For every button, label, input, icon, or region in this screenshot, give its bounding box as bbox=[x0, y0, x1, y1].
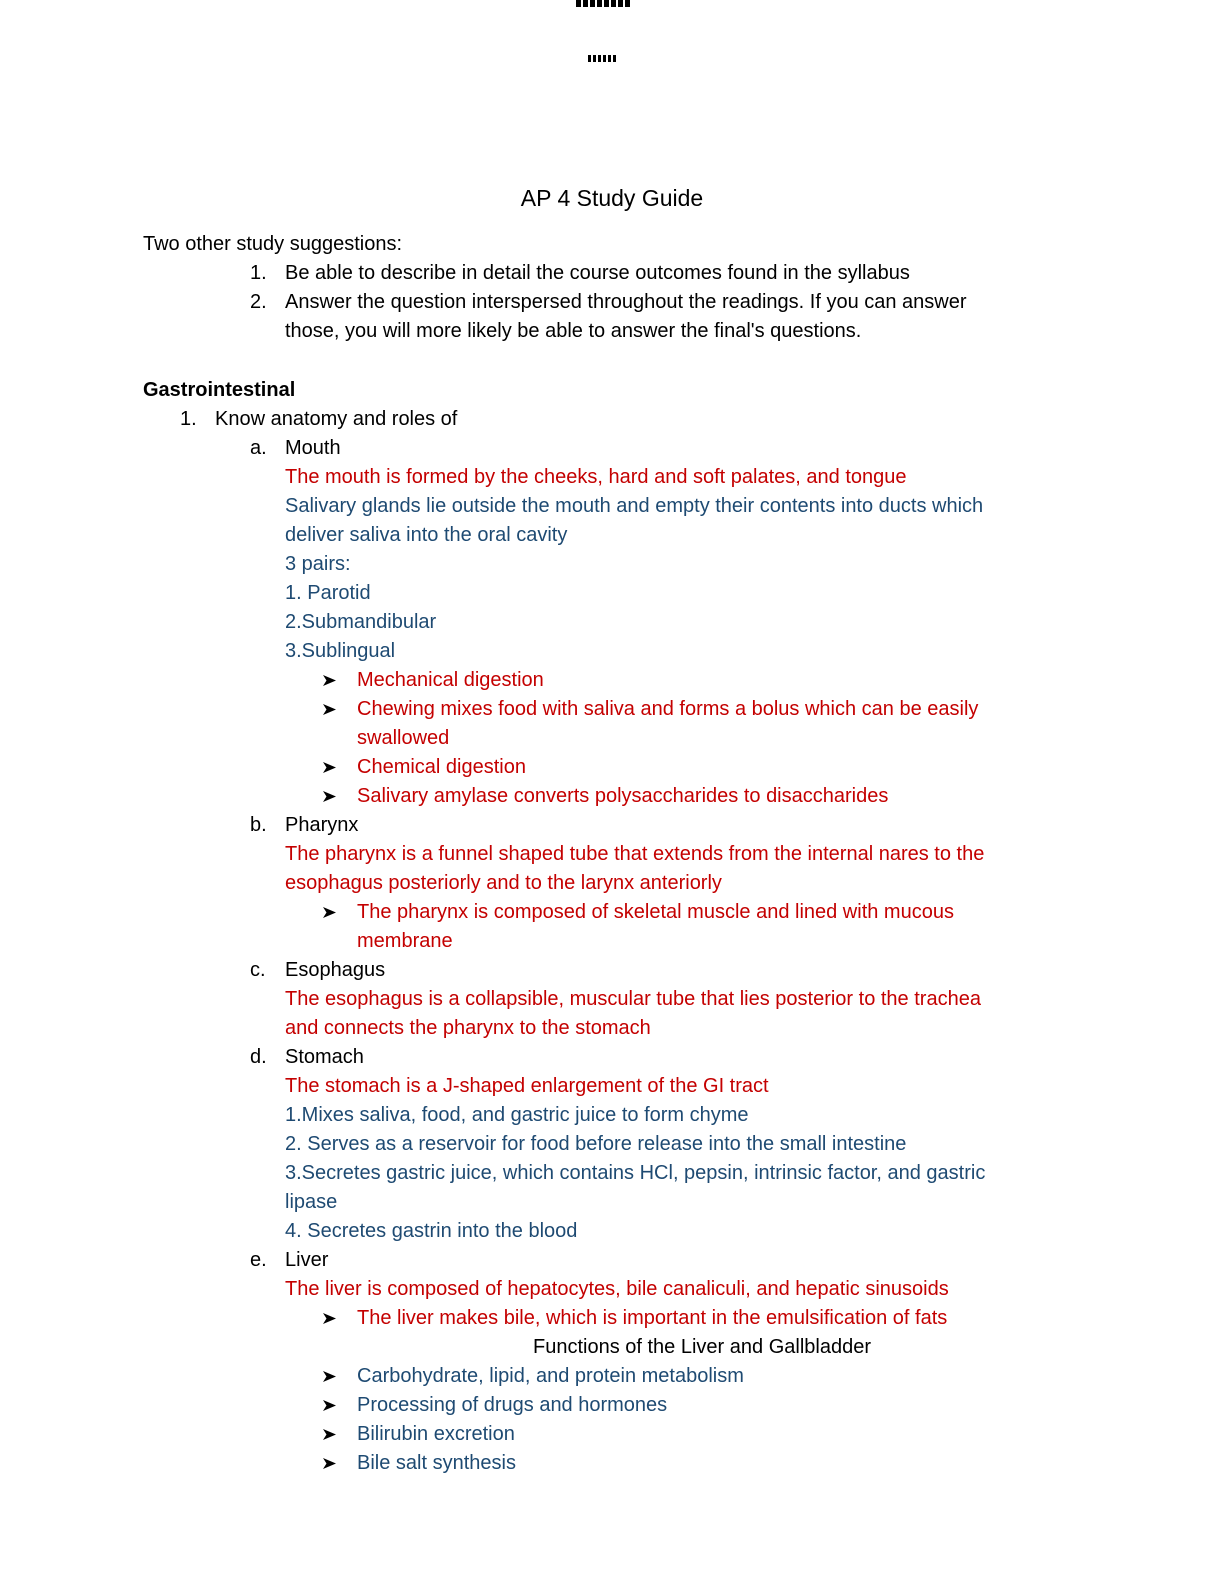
bullet-item: Chewing mixes food with saliva and forms a bolus which can be easily swallowed bbox=[322, 695, 1224, 753]
list-item-liver bbox=[250, 1246, 1224, 1275]
list-number: 1. bbox=[250, 262, 267, 284]
liver-subheading: Functions of the Liver and Gallbladder bbox=[533, 1336, 871, 1358]
bullet-item: Bile salt synthesis bbox=[322, 1449, 1224, 1478]
arrow-bullet-icon bbox=[322, 1391, 357, 1413]
list-item-text: those, you will more likely be able to answer the final's questions. bbox=[285, 320, 862, 342]
arrow-bullet-icon bbox=[322, 666, 357, 688]
section-heading-gastrointestinal: Gastrointestinal bbox=[143, 379, 296, 401]
list-item-pharynx bbox=[250, 811, 1224, 840]
bullet-item: The liver makes bile, which is important in the emulsification of fats bbox=[322, 1304, 1224, 1333]
mouth-note-blue: Salivary glands lie outside the mouth and empty their contents into ducts which deliver saliva into the oral cavity 3 pairs: 1. Parotid 2.Submandibular 3.Sublingual bbox=[285, 495, 984, 662]
arrow-bullet-icon bbox=[322, 1420, 357, 1442]
page-edge-smudge-icon bbox=[576, 0, 632, 7]
list-item-mouth bbox=[250, 434, 1224, 463]
list-item-esophagus bbox=[250, 956, 1224, 985]
list-item-stomach bbox=[250, 1043, 1224, 1072]
list-letter: e. bbox=[250, 1249, 267, 1271]
list-item-label: Esophagus bbox=[285, 959, 386, 981]
arrow-bullet-icon bbox=[322, 898, 357, 920]
list-letter: c. bbox=[250, 959, 266, 981]
esophagus-note-red: The esophagus is a collapsible, muscular tube that lies posterior to the trachea and connects the pharynx to the stomach bbox=[285, 988, 981, 1039]
list-letter: d. bbox=[250, 1046, 267, 1068]
list-item bbox=[250, 259, 1224, 288]
arrow-bullet-icon bbox=[322, 1362, 357, 1384]
list-item-label: Mouth bbox=[285, 437, 341, 459]
mouth-note-red: The mouth is formed by the cheeks, hard and soft palates, and tongue bbox=[285, 466, 907, 488]
bullet-item: Bilirubin excretion bbox=[322, 1420, 1224, 1449]
list-item-label: Liver bbox=[285, 1249, 329, 1271]
list-number: 2. bbox=[250, 291, 267, 313]
list-item-text: Be able to describe in detail the course outcomes found in the syllabus bbox=[285, 262, 910, 284]
bullet-item: Carbohydrate, lipid, and protein metabolism bbox=[322, 1362, 1224, 1391]
list-item-text: Answer the question interspersed throughout the readings. If you can answer bbox=[285, 291, 967, 313]
bullet-item: Chemical digestion bbox=[322, 753, 1224, 782]
stomach-note-blue: 1.Mixes saliva, food, and gastric juice to form chyme 2. Serves as a reservoir for food before release into the small intestine 3.Secretes gastric juice, which contains HCl, pepsin, intrinsic factor, and gastric lipase 4. Secretes gastrin into the blood bbox=[285, 1104, 986, 1242]
arrow-bullet-icon bbox=[322, 753, 357, 775]
bullet-item: Processing of drugs and hormones bbox=[322, 1391, 1224, 1420]
list-letter: b. bbox=[250, 814, 267, 836]
bullet-item: Salivary amylase converts polysaccharides to disaccharides bbox=[322, 782, 1224, 811]
list-item bbox=[250, 288, 1224, 346]
intro-heading: Two other study suggestions: bbox=[143, 233, 403, 255]
list-item-label: Pharynx bbox=[285, 814, 359, 836]
bullet-item: The pharynx is composed of skeletal muscle and lined with mucous membrane bbox=[322, 898, 1224, 956]
page-title: AP 4 Study Guide bbox=[520, 185, 704, 211]
bullet-item: Mechanical digestion bbox=[322, 666, 1224, 695]
list-item bbox=[180, 405, 1224, 434]
arrow-bullet-icon bbox=[322, 1449, 357, 1471]
list-letter: a. bbox=[250, 437, 267, 459]
arrow-bullet-icon bbox=[322, 695, 357, 717]
liver-note-red: The liver is composed of hepatocytes, bile canaliculi, and hepatic sinusoids bbox=[285, 1278, 949, 1300]
stomach-note-red: The stomach is a J-shaped enlargement of the GI tract bbox=[285, 1075, 769, 1097]
arrow-bullet-icon bbox=[322, 1304, 357, 1326]
tiny-text-smudge-icon bbox=[588, 55, 618, 62]
list-item-text: Know anatomy and roles of bbox=[215, 408, 458, 430]
list-number: 1. bbox=[180, 408, 197, 430]
pharynx-note-red: The pharynx is a funnel shaped tube that extends from the internal nares to the esophagus posteriorly and to the larynx anteriorly bbox=[285, 843, 985, 894]
list-item-label: Stomach bbox=[285, 1046, 364, 1068]
arrow-bullet-icon bbox=[322, 782, 357, 804]
